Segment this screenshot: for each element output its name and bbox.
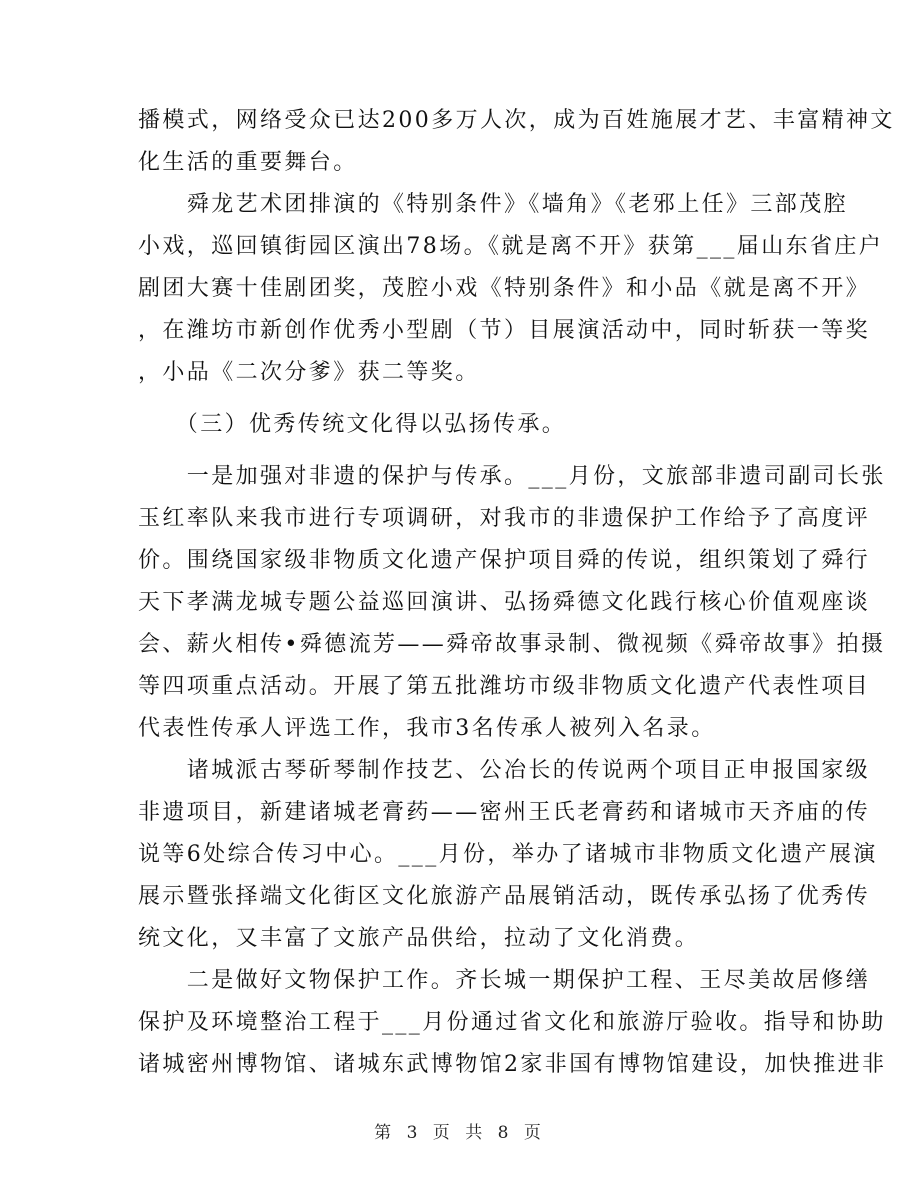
text-line: 会、薪火相传•舜德流芳——舜帝故事录制、微视频《舜帝故事》拍摄 [138, 632, 886, 657]
text-line: ，在潍坊市新创作优秀小型剧（节）目展演活动中，同时斩获一等奖 [138, 318, 871, 343]
text-line: 播模式，网络受众已达200多万人次，成为百姓施展才艺、丰富精神文 [138, 108, 895, 133]
text-line: 代表性传承人评选工作，我市3名传承人被列入名录。 [138, 716, 716, 741]
text-line: 统文化，又丰富了文旅产品供给，拉动了文化消费。 [138, 926, 700, 951]
text-line: 非遗项目，新建诸城老膏药——密州王氏老膏药和诸城市天齐庙的传 [138, 800, 871, 825]
text-line: 剧团大赛十佳剧团奖，茂腔小戏《特别条件》和小品《就是离不开》 [138, 276, 871, 301]
text-line: 等四项重点活动。开展了第五批潍坊市级非物质文化遗产代表性项目 [138, 674, 871, 699]
page-number-footer: 第 3 页 共 8 页 [374, 1123, 546, 1143]
text-line: 小戏，巡回镇街园区演出78场。《就是离不开》获第___届山东省庄户 [138, 234, 884, 259]
text-line: ，小品《二次分爹》获二等奖。 [138, 360, 480, 385]
text-line: 诸城密州博物馆、诸城东武博物馆2家非国有博物馆建设，加快推进非 [138, 1052, 887, 1077]
text-line: 天下孝满龙城专题公益巡回演讲、弘扬舜德文化践行核心价值观座谈 [138, 590, 871, 615]
text-line: 说等6处综合传习中心。___月份，举办了诸城市非物质文化遗产展演 [138, 842, 878, 867]
section-heading: （三）优秀传统文化得以弘扬传承。 [138, 412, 567, 437]
text-line: 展示暨张择端文化街区文化旅游产品展销活动，既传承弘扬了优秀传 [138, 884, 871, 909]
body-text [138, 100, 895, 1086]
text-line: 诸城派古琴斫琴制作技艺、公冶长的传说两个项目正申报国家级 [138, 758, 871, 783]
text-line: 舜龙艺术团排演的《特别条件》《墙角》《老邪上任》三部茂腔 [138, 192, 849, 217]
text-line: 化生活的重要舞台。 [138, 150, 358, 175]
text-line: 二是做好文物保护工作。齐长城一期保护工程、王尽美故居修缮 [138, 968, 871, 993]
text-line: 价。围绕国家级非物质文化遗产保护项目舜的传说，组织策划了舜行 [138, 548, 871, 573]
text-line: 玉红率队来我市进行专项调研，对我市的非遗保护工作给予了高度评 [138, 506, 871, 531]
text-line: 一是加强对非遗的保护与传承。___月份，文旅部非遗司副司长张 [138, 464, 886, 489]
text-line: 保护及环境整治工程于___月份通过省文化和旅游厅验收。指导和协助 [138, 1010, 886, 1035]
